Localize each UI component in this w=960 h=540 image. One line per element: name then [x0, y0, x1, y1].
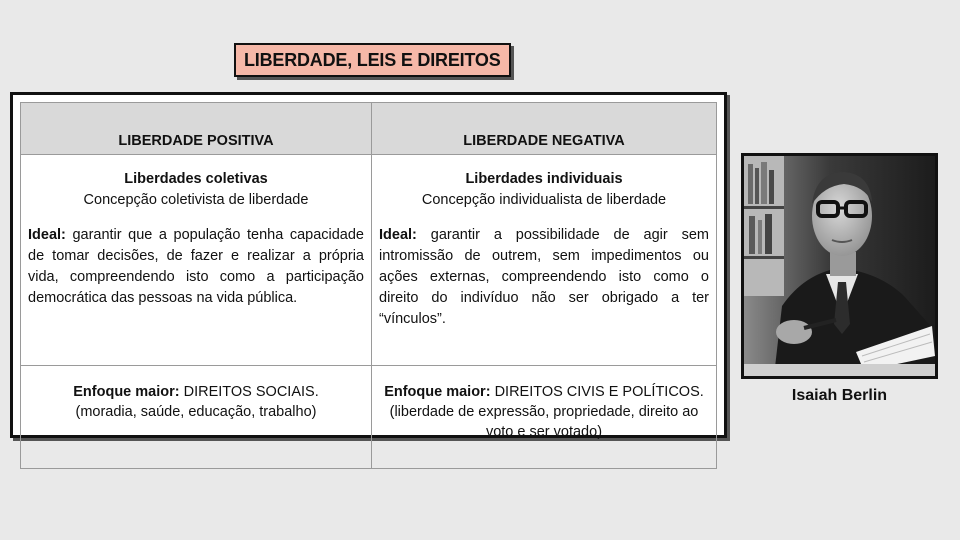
negative-subheading: Concepção individualista de liberdade [421, 192, 667, 208]
positive-focus-value: DIREITOS SOCIAIS. [183, 384, 319, 400]
table-header-row [21, 103, 717, 155]
cell-negative-focus [372, 366, 717, 469]
negative-ideal-text: garantir a possibilidade de agir sem intromissão de outrem, sem impedimentos ou ações externas, compreendendo isto como o direito do indivíduo não ser obrigado a ter “vínculos”. [379, 227, 710, 327]
portrait-caption: Isaiah Berlin [791, 387, 888, 404]
negative-focus-note: (liberdade de expressão, propriedade, direito ao voto e ser votado) [389, 404, 699, 440]
positive-focus-label: Enfoque maior: [73, 384, 180, 400]
negative-focus [378, 382, 710, 402]
header-negative: LIBERDADE NEGATIVA [372, 103, 717, 155]
header-positive: LIBERDADE POSITIVA [21, 103, 372, 155]
table-row-concepts [21, 155, 717, 366]
negative-focus-value: DIREITOS CIVIS E POLÍTICOS. [494, 384, 704, 400]
cell-negative-concept [372, 155, 717, 366]
positive-ideal-label: Ideal: [28, 227, 66, 243]
positive-ideal [28, 225, 364, 309]
positive-subheading: Concepção coletivista de liberdade [83, 192, 309, 208]
negative-ideal-label: Ideal: [379, 227, 417, 243]
comparison-table [20, 102, 717, 469]
cell-positive-concept [21, 155, 372, 366]
negative-heading: Liberdades individuais [465, 171, 623, 187]
slide-title-text: LIBERDADE, LEIS E DIREITOS [244, 49, 501, 70]
cell-positive-focus [21, 366, 372, 469]
positive-ideal-text: garantir que a população tenha capacidade de tomar decisões, de fazer e realizar a própria vida, compreendendo isto como a participação democrática das pessoas na vida pública. [28, 227, 364, 306]
positive-focus-note: (moradia, saúde, educação, trabalho) [75, 404, 317, 420]
portrait-photo [741, 153, 938, 379]
positive-heading: Liberdades coletivas [124, 171, 268, 187]
negative-ideal [379, 225, 709, 330]
slide-title [234, 43, 511, 77]
table-row-focus [21, 366, 717, 469]
positive-focus [27, 382, 365, 402]
portrait-illustration [744, 156, 935, 376]
negative-focus-label: Enfoque maior: [384, 384, 491, 400]
comparison-table-frame [10, 92, 727, 438]
